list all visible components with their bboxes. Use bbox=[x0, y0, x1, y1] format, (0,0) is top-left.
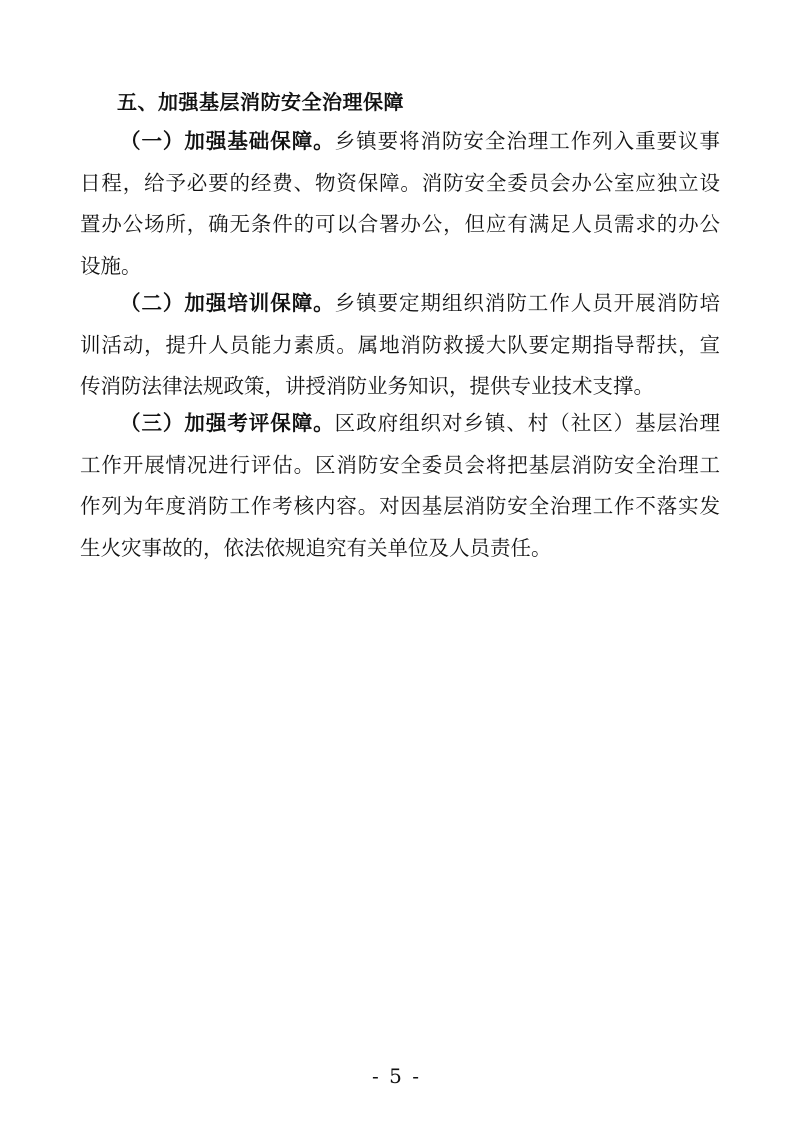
paragraph-line bbox=[80, 403, 720, 445]
paragraph-line: 传消防法律法规政策，讲授消防业务知识，提供专业技术支撑。 bbox=[80, 374, 654, 398]
paragraph-line bbox=[80, 121, 720, 163]
paragraph-training-guarantee bbox=[80, 283, 720, 408]
paragraph-evaluation-guarantee bbox=[80, 403, 720, 569]
paragraph-text: 乡镇要定期组织消防工作人员开展消防培 bbox=[334, 291, 721, 315]
paragraph-line bbox=[80, 283, 720, 325]
paragraph-line: 日程，给予必要的经费、物资保障。消防安全委员会办公室应独立设 bbox=[80, 170, 720, 195]
paragraph-text: 乡镇要将消防安全治理工作列入重要议事 bbox=[334, 129, 721, 153]
paragraph-line: 设施。 bbox=[80, 253, 142, 278]
paragraph-line: 工作开展情况进行评估。区消防安全委员会将把基层消防安全治理工 bbox=[80, 452, 720, 477]
paragraph-lead: （一）加强基础保障。 bbox=[120, 129, 335, 153]
paragraph-line: 训活动，提升人员能力素质。属地消防救援大队要定期指导帮扶，宣 bbox=[80, 332, 720, 357]
paragraph-lead: （二）加强培训保障。 bbox=[120, 291, 335, 315]
section-heading: 五、加强基层消防安全治理保障 bbox=[117, 90, 404, 114]
paragraph-line: 作列为年度消防工作考核内容。对因基层消防安全治理工作不落实发 bbox=[80, 494, 720, 518]
paragraph-lead: （三）加强考评保障。 bbox=[120, 411, 335, 435]
paragraph-line: 置办公场所，确无条件的可以合署办公，但应有满足人员需求的办公 bbox=[80, 212, 720, 236]
paragraph-text: 区政府组织对乡镇、村（社区）基层治理 bbox=[334, 411, 721, 435]
paragraph-basic-guarantee bbox=[80, 121, 720, 287]
page-number: - 5 - bbox=[372, 1064, 421, 1088]
paragraph-line: 生火灾事故的，依法依规追究有关单位及人员责任。 bbox=[80, 535, 552, 560]
